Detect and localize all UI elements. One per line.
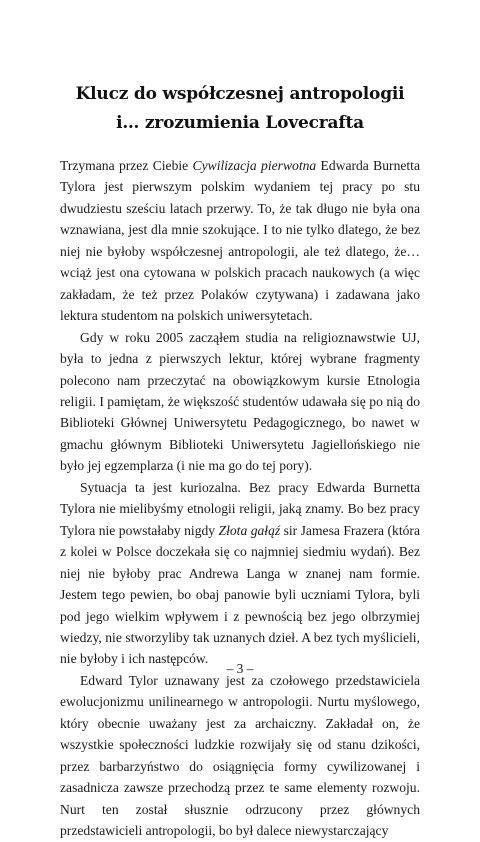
- paragraph-1-text-b: Edwarda Burnetta Tylora jest pierwszym polskim wydaniem tej pracy po stu dwudziestu sześciu latach przerwy. To, że tak długo nie była ona wznawiana, jest dla mnie szokujące. I to nie tylko dlatego, że bez niej nie byłoby współczesnej antropologii, ale też dlatego, że… wciąż jest ona cytowana w polskich pracach naukowych (a więc zakładam, że też przez Polaków czytywana) i zadawana jako lektura studentom na polskich uniwersytetach.: [60, 158, 420, 324]
- book-title-zlota-galaz: Złota gałąź: [218, 522, 281, 538]
- page-number: – 3 –: [226, 661, 254, 676]
- book-title-cywilizacja-pierwotna: Cywilizacja pierwotna: [192, 158, 317, 173]
- paragraph-4: Edward Tylor uznawany jest za czołowego przedstawiciela ewolucjonizmu unilinearnego w antropologii. Nurtu myślowego, który obecnie uważany jest za archaiczny. Zakładał on, że wszystkie społeczności ludzkie rozwijały się od stanu dzikości, przez barbarzyństwo do osiągnięcia formy cywilizowanej i zasadnicza zawsze przechodzą przez te same elementy rozwoju. Nurt ten został słusznie odrzucony przez głównych przedstawicieli antropologii, bo był dalece niewystarczający: [60, 672, 420, 839]
- paragraph-3-text-a: Sytuacja ta jest kuriozalna. Bez pracy Edwarda Burnetta Tylora nie mielibyśmy etnologii religii, jaką znamy. Bo bez pracy Tylora nie powstałaby nigdy: [60, 479, 420, 538]
- paragraph-1: [60, 155, 420, 327]
- body-text: [60, 155, 420, 842]
- paragraph-3-text-b: sir Jamesa Frazera (która z kolei w Polsce doczekała się co najmniej siedmiu wydań). Bez niej nie byłoby prac Andrewa Langa w znanej nam formie. Jestem tego pewien, bo obaj panowie byli uczniami Tylora, byli pod jego wielkim wpływem i z pewnością bez jego olbrzymiej wiedzy, nie stworzyliby tak uznanych dzieł. A bez tych myślicieli, nie byłoby i ich następców.: [60, 522, 420, 667]
- paragraph-2: Gdy w roku 2005 zacząłem studia na religioznawstwie UJ, była to jedna z pierwszych lektur, której wybrane fragmenty polecono nam przeczytać na obowiązkowym kursie Etnologia religii. I pamiętam, że większość studentów udawała się po nią do Biblioteki Głównej Uniwersytetu Pedagogicznego, bo nawet w gmachu głównym Biblioteki Uniwersytetu Jagiellońskiego nie było jej egzemplarza (i nie ma go do tej pory).: [60, 329, 420, 474]
- paragraph-1-text-a: Trzymana przez Ciebie: [60, 158, 193, 173]
- chapter-title: [0, 80, 480, 138]
- chapter-title-line-1: Klucz do współczesnej antropologii: [75, 84, 405, 104]
- chapter-title-line-2: i… zrozumienia Lovecrafta: [116, 113, 364, 133]
- paragraph-3: [60, 477, 420, 670]
